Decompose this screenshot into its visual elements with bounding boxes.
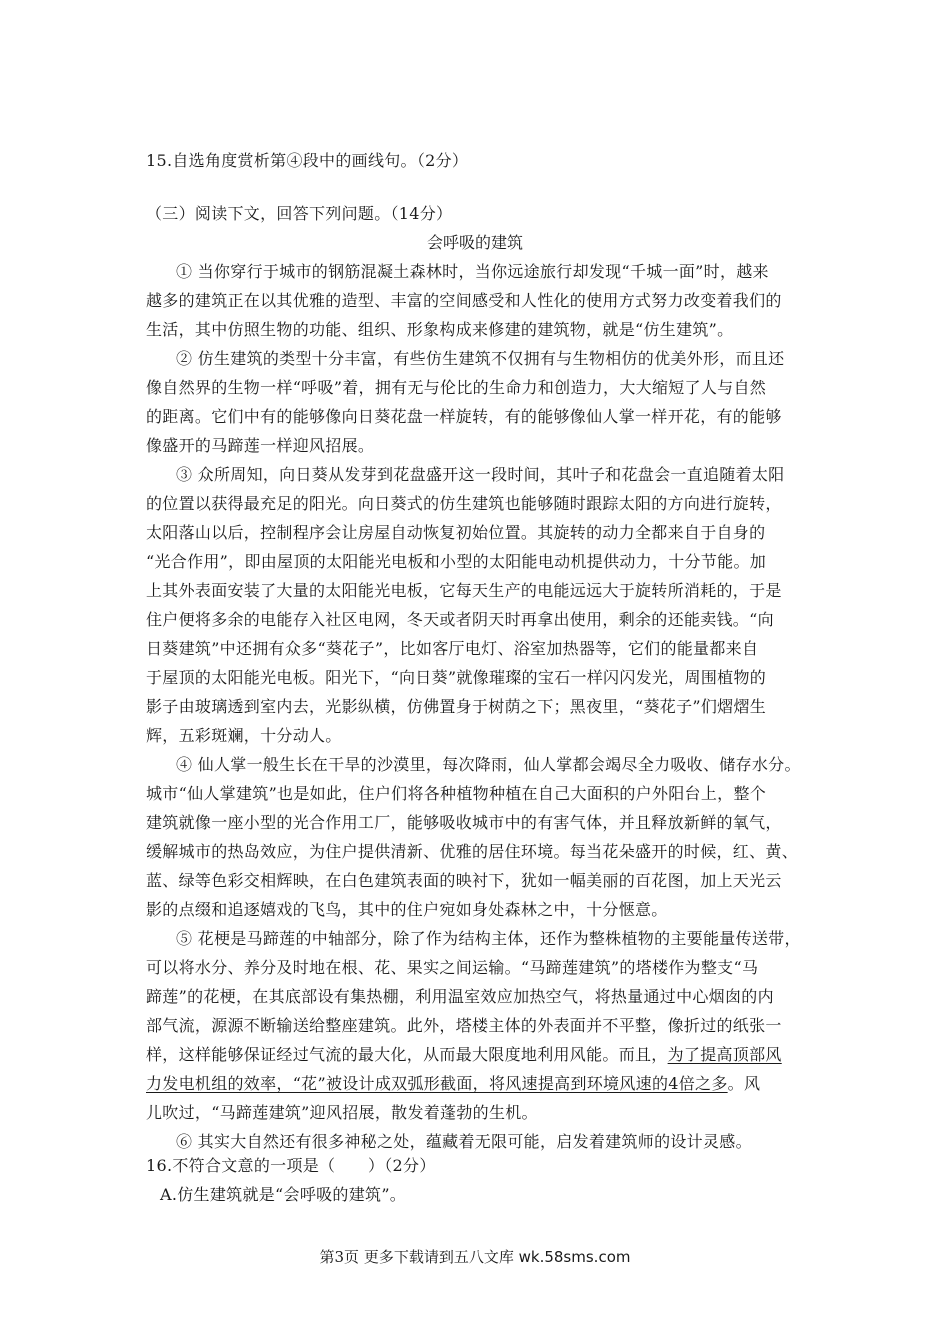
- text-line: ③ 众所周知，向日葵从发芽到花盘盛开这一段时间，其叶子和花盘会一直追随着太阳: [176, 465, 785, 484]
- text-line: 的位置以获得最充足的阳光。向日葵式的仿生建筑也能够随时跟踪太阳的方向进行旋转，: [146, 494, 782, 513]
- text-line: 建筑就像一座小型的光合作用工厂，能够吸收城市中的有害气体，并且释放新鲜的氧气，: [146, 813, 782, 832]
- footer-text: 第3页 更多下载请到五八文库: [319, 1248, 514, 1266]
- text-line: 城市“仙人掌建筑”也是如此，住户们将各种植物种植在自己大面积的户外阳台上，整个: [146, 784, 767, 803]
- underlined-sentence-part: 力发电机组的效率，“花”被设计成双弧形截面，将风速提高到环境风速的4倍之多: [146, 1074, 728, 1093]
- text-line: 可以将水分、养分及时地在根、花、果实之间运输。“马蹄莲建筑”的塔楼作为整支“马: [146, 958, 759, 977]
- page-footer: [0, 1247, 950, 1267]
- option-a: A.仿生建筑就是“会呼吸的建筑”。: [160, 1185, 407, 1204]
- text-line: “光合作用”，即由屋顶的太阳能光电板和小型的太阳能电动机提供动力，十分节能。加: [146, 552, 767, 571]
- text-line: 儿吹过，“马蹄莲建筑”迎风招展，散发着蓬勃的生机。: [146, 1103, 538, 1122]
- text-line: ② 仿生建筑的类型十分丰富，有些仿生建筑不仅拥有与生物相仿的优美外形，而且还: [176, 349, 785, 368]
- footer-site-link[interactable]: wk.58sms.com: [518, 1248, 631, 1266]
- article-title: 会呼吸的建筑: [426, 233, 523, 252]
- text-line: 于屋顶的太阳能光电板。阳光下，“向日葵”就像璀璨的宝石一样闪闪发光，周围植物的: [146, 668, 767, 687]
- text-line: 蓝、绿等色彩交相辉映，在白色建筑表面的映衬下，犹如一幅美丽的百花图，加上天光云: [146, 871, 782, 890]
- text-line: 辉，五彩斑斓，十分动人。: [146, 726, 342, 745]
- text-line: 住户便将多余的电能存入社区电网，冬天或者阴天时再拿出使用，剩余的还能卖钱。“向: [146, 610, 774, 629]
- text-line: 缓解城市的热岛效应，为住户提供清新、优雅的居住环境。每当花朵盛开的时候，红、黄、: [146, 842, 799, 861]
- text-line: ⑥ 其实大自然还有很多神秘之处，蕴藏着无限可能，启发着建筑师的设计灵感。: [176, 1132, 752, 1151]
- text-line: 太阳落山以后，控制程序会让房屋自动恢复初始位置。其旋转的动力全都来自于自身的: [146, 523, 766, 542]
- text-line: ④ 仙人掌一般生长在干旱的沙漠里，每次降雨，仙人掌都会竭尽全力吸收、储存水分。: [176, 755, 801, 774]
- section-3-header: （三）阅读下文，回答下列问题。（14分）: [146, 204, 453, 223]
- question-15: 15.自选角度赏析第④段中的画线句。（2分）: [146, 151, 469, 170]
- text-line: ① 当你穿行于城市的钢筋混凝土森林时，当你远途旅行却发现“千城一面”时，越来: [176, 262, 769, 281]
- underlined-sentence-part: 为了提高顶部风: [667, 1045, 782, 1064]
- text-line: 影的点缀和追逐嬉戏的飞鸟，其中的住户宛如身处森林之中，十分惬意。: [146, 900, 668, 919]
- text-line: [146, 1074, 806, 1094]
- question-16: 16.不符合文意的一项是（ ）（2分）: [146, 1156, 436, 1175]
- text-line: 上其外表面安装了大量的太阳能光电板，它每天生产的电能远远大于旋转所消耗的，于是: [146, 581, 782, 600]
- text-line: [146, 1045, 806, 1065]
- text-line: 蹄莲”的花梗，在其底部设有集热棚，利用温室效应加热空气，将热量通过中心烟囱的内: [146, 987, 774, 1006]
- text-line: 像盛开的马蹄莲一样迎风招展。: [146, 436, 375, 455]
- text-line: 像自然界的生物一样“呼吸”着，拥有无与伦比的生命力和创造力，大大缩短了人与自然: [146, 378, 767, 397]
- text-line: 生活，其中仿照生物的功能、组织、形象构成来修建的建筑物，就是“仿生建筑”。: [146, 320, 734, 339]
- text-line: 的距离。它们中有的能够像向日葵花盘一样旋转，有的能够像仙人掌一样开花，有的能够: [146, 407, 782, 426]
- text-line: 影子由玻璃透到室内去，光影纵横，仿佛置身于树荫之下；黑夜里，“葵花子”们熠熠生: [146, 697, 767, 716]
- text-line: ⑤ 花梗是马蹄莲的中轴部分，除了作为结构主体，还作为整株植物的主要能量传送带，: [176, 929, 801, 948]
- text-line: 日葵建筑”中还拥有众多“葵花子”，比如客厅电灯、浴室加热器等，它们的能量都来自: [146, 639, 759, 658]
- text-line: 部气流，源源不断输送给整座建筑。此外，塔楼主体的外表面并不平整，像折过的纸张一: [146, 1016, 782, 1035]
- text-line: 越多的建筑正在以其优雅的造型、丰富的空间感受和人性化的使用方式努力改变着我们的: [146, 291, 782, 310]
- text-segment: 样，这样能够保证经过气流的最大化，从而最大限度地利用风能。而且，: [146, 1045, 668, 1064]
- text-segment: 。风: [727, 1074, 761, 1093]
